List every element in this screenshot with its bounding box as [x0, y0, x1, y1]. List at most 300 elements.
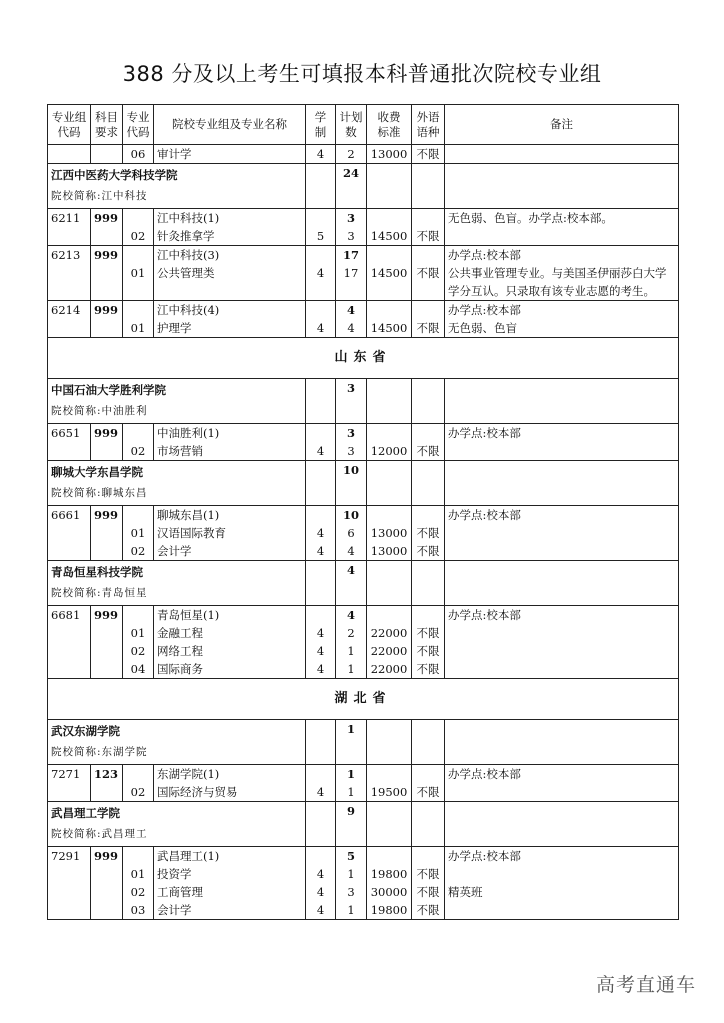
header-code-line: 专业组: [51, 109, 87, 124]
note-cell: [445, 379, 679, 424]
subject-code: [91, 442, 123, 461]
plan-cell: 3: [336, 424, 367, 443]
lang-cell: [412, 606, 445, 625]
major-code: [123, 301, 154, 320]
header-major-code: [123, 105, 154, 145]
group-code: 7291: [48, 847, 91, 866]
major-code: 02: [123, 883, 154, 901]
institution-row: [48, 164, 679, 209]
note-cell: 办学点:校本部: [445, 847, 679, 866]
years-cell: 4: [306, 524, 336, 542]
header-major_code-line: 专业: [126, 109, 150, 124]
header-years: [306, 105, 336, 145]
plan-cell: 2: [336, 145, 367, 164]
note-cell: [445, 783, 679, 802]
major-code: 01: [123, 624, 154, 642]
institution-row: [48, 379, 679, 424]
group-code: [48, 442, 91, 461]
institution-abbr: 院校简称:武昌理工: [51, 828, 148, 840]
plan-cell: 4: [336, 561, 367, 606]
plan-cell: 4: [336, 606, 367, 625]
table-body: [48, 145, 679, 920]
years-cell: 4: [306, 901, 336, 920]
group-code: [48, 883, 91, 901]
fee-cell: [367, 209, 412, 228]
major-name: 市场营销: [154, 442, 306, 461]
group-row: [48, 301, 679, 320]
note-cell: [445, 720, 679, 765]
major-row: [48, 783, 679, 802]
major-row: [48, 865, 679, 883]
lang-cell: [412, 561, 445, 606]
group-code: [48, 319, 91, 338]
subject-code: [91, 642, 123, 660]
major-name: 审计学: [154, 145, 306, 164]
major-code: 02: [123, 442, 154, 461]
fee-cell: [367, 720, 412, 765]
lang-cell: [412, 164, 445, 209]
group-code: [48, 783, 91, 802]
group-code: [48, 264, 91, 301]
note-cell: [445, 442, 679, 461]
lang-cell: [412, 802, 445, 847]
institution-cell: [48, 461, 306, 506]
fee-cell: 13000: [367, 145, 412, 164]
province-name: 山东省: [48, 338, 679, 379]
group-row: [48, 246, 679, 265]
note-cell: [445, 660, 679, 679]
years-cell: [306, 765, 336, 784]
admission-table: [47, 104, 679, 920]
group-row: [48, 424, 679, 443]
lang-cell: 不限: [412, 883, 445, 901]
plan-cell: 1: [336, 642, 367, 660]
major-row: [48, 624, 679, 642]
header-name: 院校专业组及专业名称: [154, 105, 306, 145]
page-title: 388 分及以上考生可填报本科普通批次院校专业组: [122, 62, 602, 86]
note-cell: [445, 542, 679, 561]
years-cell: 4: [306, 624, 336, 642]
header-group-code: [48, 105, 91, 145]
plan-cell: 6: [336, 524, 367, 542]
years-cell: [306, 461, 336, 506]
group-name: 江中科技(4): [154, 301, 306, 320]
fee-cell: 13000: [367, 524, 412, 542]
lang-cell: 不限: [412, 145, 445, 164]
major-row: [48, 145, 679, 164]
subject-code: 999: [91, 301, 123, 320]
subject-code: [91, 264, 123, 301]
major-name: 网络工程: [154, 642, 306, 660]
fee-cell: 14500: [367, 319, 412, 338]
institution-cell: [48, 720, 306, 765]
subject-code: 999: [91, 847, 123, 866]
lang-cell: [412, 720, 445, 765]
plan-cell: 17: [336, 246, 367, 265]
lang-cell: [412, 765, 445, 784]
note-cell: [445, 461, 679, 506]
header-years-line: 学: [314, 109, 327, 124]
subject-code: [91, 542, 123, 561]
institution-name: 中国石油大学胜利学院: [51, 383, 166, 397]
institution-cell: [48, 802, 306, 847]
institution-name: 聊城大学东昌学院: [51, 465, 143, 479]
subject-code: [91, 319, 123, 338]
institution-cell: [48, 379, 306, 424]
years-cell: [306, 246, 336, 265]
plan-cell: 17: [336, 264, 367, 301]
major-code: [123, 606, 154, 625]
major-row: [48, 442, 679, 461]
major-code: 01: [123, 319, 154, 338]
subject-code: [91, 624, 123, 642]
major-code: [123, 765, 154, 784]
group-name: 江中科技(1): [154, 209, 306, 228]
group-code: [48, 660, 91, 679]
plan-cell: 5: [336, 847, 367, 866]
years-cell: 4: [306, 883, 336, 901]
note-cell: [445, 624, 679, 642]
lang-cell: [412, 379, 445, 424]
group-code: [48, 145, 91, 164]
subject-code: [91, 865, 123, 883]
plan-cell: 1: [336, 783, 367, 802]
major-row: [48, 660, 679, 679]
header-fee: [367, 105, 412, 145]
note-cell: [445, 227, 679, 246]
note-cell: [445, 164, 679, 209]
major-code: [123, 209, 154, 228]
major-code: 01: [123, 264, 154, 301]
header-code-line: 代码: [57, 124, 81, 139]
note-cell: 办学点:校本部: [445, 765, 679, 784]
lang-cell: [412, 301, 445, 320]
header-lang: [412, 105, 445, 145]
major-code: 01: [123, 524, 154, 542]
group-code: [48, 642, 91, 660]
major-name: 投资学: [154, 865, 306, 883]
group-code: 6651: [48, 424, 91, 443]
lang-cell: 不限: [412, 319, 445, 338]
note-cell: 办学点:校本部: [445, 246, 679, 265]
major-row: [48, 524, 679, 542]
group-name: 东湖学院(1): [154, 765, 306, 784]
group-name: 武昌理工(1): [154, 847, 306, 866]
note-cell: [445, 901, 679, 920]
major-row: [48, 227, 679, 246]
header-subject-line: 科目: [95, 109, 118, 124]
fee-cell: [367, 164, 412, 209]
plan-cell: 2: [336, 624, 367, 642]
plan-cell: 4: [336, 542, 367, 561]
note-cell: [445, 561, 679, 606]
major-name: 金融工程: [154, 624, 306, 642]
plan-cell: 1: [336, 765, 367, 784]
lang-cell: [412, 246, 445, 265]
years-cell: 4: [306, 542, 336, 561]
plan-cell: 9: [336, 802, 367, 847]
header-subject-line: 要求: [95, 124, 118, 139]
subject-code: [91, 901, 123, 920]
major-code: 02: [123, 783, 154, 802]
major-name: 针灸推拿学: [154, 227, 306, 246]
years-cell: [306, 847, 336, 866]
major-row: [48, 642, 679, 660]
fee-cell: [367, 461, 412, 506]
group-code: 6213: [48, 246, 91, 265]
years-cell: [306, 209, 336, 228]
fee-cell: 30000: [367, 883, 412, 901]
header-lang-line: 外语: [416, 109, 440, 124]
major-code: 03: [123, 901, 154, 920]
plan-cell: 1: [336, 901, 367, 920]
years-cell: 4: [306, 660, 336, 679]
header-subject: [91, 105, 123, 145]
note-cell: [445, 145, 679, 164]
years-cell: 5: [306, 227, 336, 246]
lang-cell: [412, 847, 445, 866]
subject-code: [91, 660, 123, 679]
note-cell: [445, 802, 679, 847]
group-row: [48, 209, 679, 228]
group-code: 6214: [48, 301, 91, 320]
institution-name: 青岛恒星科技学院: [51, 565, 143, 579]
years-cell: [306, 606, 336, 625]
major-name: 会计学: [154, 542, 306, 561]
group-code: 6681: [48, 606, 91, 625]
group-code: 7271: [48, 765, 91, 784]
institution-abbr: 院校简称:聊城东昌: [51, 487, 148, 499]
group-code: [48, 865, 91, 883]
plan-cell: 24: [336, 164, 367, 209]
note-cell: [445, 865, 679, 883]
group-row: [48, 765, 679, 784]
institution-row: [48, 561, 679, 606]
major-code: 02: [123, 642, 154, 660]
institution-cell: [48, 561, 306, 606]
note-cell: 办学点:校本部: [445, 606, 679, 625]
institution-abbr: 院校简称:东湖学院: [51, 746, 148, 758]
group-code: [48, 901, 91, 920]
major-row: [48, 319, 679, 338]
fee-cell: [367, 379, 412, 424]
header-lang-line: 语种: [416, 124, 440, 139]
plan-cell: 3: [336, 379, 367, 424]
years-cell: [306, 301, 336, 320]
major-name: 工商管理: [154, 883, 306, 901]
years-cell: 4: [306, 145, 336, 164]
subject-code: 999: [91, 246, 123, 265]
plan-cell: 4: [336, 319, 367, 338]
major-name: 会计学: [154, 901, 306, 920]
institution-abbr: 院校简称:青岛恒星: [51, 587, 148, 599]
fee-cell: 19500: [367, 783, 412, 802]
plan-cell: 3: [336, 209, 367, 228]
lang-cell: [412, 424, 445, 443]
plan-cell: 1: [336, 720, 367, 765]
years-cell: [306, 561, 336, 606]
note-cell: [445, 642, 679, 660]
group-code: 6211: [48, 209, 91, 228]
plan-cell: 10: [336, 506, 367, 525]
major-code: 01: [123, 865, 154, 883]
major-name: 国际经济与贸易: [154, 783, 306, 802]
lang-cell: 不限: [412, 442, 445, 461]
fee-cell: 14500: [367, 227, 412, 246]
fee-cell: [367, 246, 412, 265]
lang-cell: [412, 209, 445, 228]
fee-cell: 19800: [367, 865, 412, 883]
subject-code: [91, 783, 123, 802]
header-fee-line: 标准: [377, 124, 401, 139]
years-cell: [306, 164, 336, 209]
years-cell: [306, 506, 336, 525]
fee-cell: [367, 847, 412, 866]
fee-cell: 22000: [367, 642, 412, 660]
table-header-row: [48, 105, 679, 145]
years-cell: [306, 379, 336, 424]
subject-code: 123: [91, 765, 123, 784]
fee-cell: [367, 561, 412, 606]
lang-cell: 不限: [412, 865, 445, 883]
plan-cell: 3: [336, 883, 367, 901]
years-cell: 4: [306, 783, 336, 802]
institution-abbr: 院校简称:江中科技: [51, 190, 148, 202]
fee-cell: [367, 606, 412, 625]
institution-row: [48, 461, 679, 506]
major-name: 汉语国际教育: [154, 524, 306, 542]
major-code: [123, 506, 154, 525]
years-cell: [306, 802, 336, 847]
fee-cell: [367, 765, 412, 784]
header-plan: [336, 105, 367, 145]
plan-cell: 1: [336, 865, 367, 883]
fee-cell: 13000: [367, 542, 412, 561]
plan-cell: 3: [336, 227, 367, 246]
fee-cell: [367, 802, 412, 847]
years-cell: 4: [306, 264, 336, 301]
group-row: [48, 847, 679, 866]
header-years-line: 制: [314, 124, 327, 139]
major-name: 护理学: [154, 319, 306, 338]
major-code: 02: [123, 542, 154, 561]
years-cell: 4: [306, 642, 336, 660]
group-name: 青岛恒星(1): [154, 606, 306, 625]
major-code: [123, 424, 154, 443]
major-code: [123, 246, 154, 265]
fee-cell: [367, 301, 412, 320]
province-name: 湖北省: [48, 679, 679, 720]
major-row: [48, 264, 679, 301]
lang-cell: 不限: [412, 542, 445, 561]
group-code: [48, 624, 91, 642]
header-note: 备注: [445, 105, 679, 145]
header-plan-line: 数: [345, 124, 357, 139]
plan-cell: 4: [336, 301, 367, 320]
header-plan-line: 计划: [339, 109, 363, 124]
lang-cell: 不限: [412, 264, 445, 301]
institution-row: [48, 802, 679, 847]
lang-cell: [412, 506, 445, 525]
note-cell: 办学点:校本部: [445, 424, 679, 443]
plan-cell: 1: [336, 660, 367, 679]
major-code: 04: [123, 660, 154, 679]
fee-cell: 22000: [367, 624, 412, 642]
subject-code: [91, 883, 123, 901]
institution-name: 江西中医药大学科技学院: [51, 168, 178, 182]
lang-cell: 不限: [412, 524, 445, 542]
institution-cell: [48, 164, 306, 209]
fee-cell: 12000: [367, 442, 412, 461]
lang-cell: 不限: [412, 227, 445, 246]
major-row: [48, 883, 679, 901]
major-code: 02: [123, 227, 154, 246]
note-cell: 无色弱、色盲。办学点:校本部。: [445, 209, 679, 228]
major-code: [123, 847, 154, 866]
lang-cell: 不限: [412, 901, 445, 920]
institution-abbr: 院校简称:中油胜利: [51, 405, 148, 417]
header-fee-line: 收费: [377, 109, 401, 124]
major-row: [48, 542, 679, 561]
lang-cell: 不限: [412, 624, 445, 642]
major-row: [48, 901, 679, 920]
plan-cell: 10: [336, 461, 367, 506]
header-major_code-line: 代码: [126, 124, 150, 139]
years-cell: 4: [306, 319, 336, 338]
institution-name: 武汉东湖学院: [51, 724, 120, 738]
fee-cell: [367, 424, 412, 443]
lang-cell: 不限: [412, 660, 445, 679]
note-cell: 办学点:校本部: [445, 301, 679, 320]
subject-code: [91, 145, 123, 164]
lang-cell: 不限: [412, 642, 445, 660]
major-name: 公共管理类: [154, 264, 306, 301]
group-name: 中油胜利(1): [154, 424, 306, 443]
group-name: 江中科技(3): [154, 246, 306, 265]
group-name: 聊城东昌(1): [154, 506, 306, 525]
note-cell: 无色弱、色盲: [445, 319, 679, 338]
plan-cell: 3: [336, 442, 367, 461]
fee-cell: 14500: [367, 264, 412, 301]
years-cell: 4: [306, 865, 336, 883]
subject-code: 999: [91, 506, 123, 525]
group-row: [48, 606, 679, 625]
province-row: [48, 679, 679, 720]
years-cell: [306, 424, 336, 443]
note-cell: 公共事业管理专业。与美国圣伊丽莎白大学学分互认。只录取有该专业志愿的考生。: [445, 264, 679, 301]
lang-cell: 不限: [412, 783, 445, 802]
subject-code: [91, 227, 123, 246]
major-name: 国际商务: [154, 660, 306, 679]
group-code: [48, 227, 91, 246]
group-code: 6661: [48, 506, 91, 525]
watermark: 高考直通车: [595, 974, 696, 996]
note-cell: [445, 524, 679, 542]
years-cell: [306, 720, 336, 765]
province-row: [48, 338, 679, 379]
note-cell: 办学点:校本部: [445, 506, 679, 525]
fee-cell: 19800: [367, 901, 412, 920]
fee-cell: [367, 506, 412, 525]
major-code: 06: [123, 145, 154, 164]
institution-name: 武昌理工学院: [51, 806, 120, 820]
group-code: [48, 542, 91, 561]
years-cell: 4: [306, 442, 336, 461]
note-cell: 精英班: [445, 883, 679, 901]
subject-code: 999: [91, 606, 123, 625]
subject-code: [91, 524, 123, 542]
institution-row: [48, 720, 679, 765]
